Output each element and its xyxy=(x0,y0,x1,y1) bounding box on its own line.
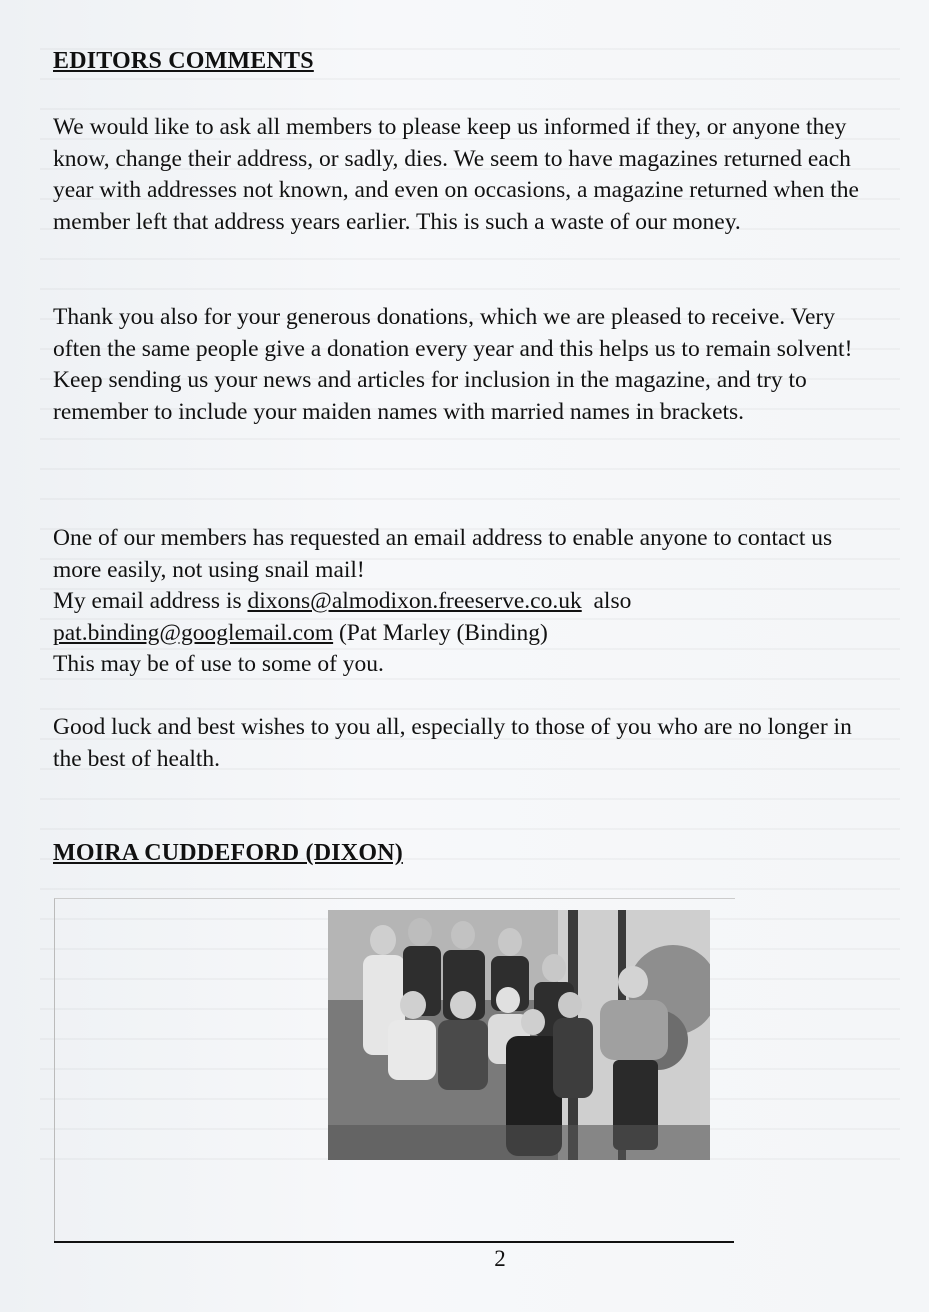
paragraph-good-luck xyxy=(53,712,883,775)
group-photo-illustration xyxy=(328,910,710,1160)
moira-cuddeford-heading: MOIRA CUDDEFORD (DIXON) xyxy=(53,840,403,866)
page-number: 2 xyxy=(494,1246,506,1271)
email-also: also xyxy=(581,588,632,614)
paragraph-address-text: We would like to ask all members to please keep us informed if they, or anyone they know, change their address, or sadly, dies. We seem to have magazines returned each year with addresses not known, and even on occasions, a magazine returned when the member left that address years earlier. This is such a waste of our money. xyxy=(53,114,859,235)
email-prefix: My email address is xyxy=(53,588,248,614)
news-articles-text: Keep sending us your news and articles for inclusion in the magazine, and try to remember to include your maiden names with married names in brackets. xyxy=(53,367,807,425)
editors-comments-heading: EDITORS COMMENTS xyxy=(53,48,314,74)
donations-text: Thank you also for your generous donations, which we are pleased to receive. Very often the same people give a donation every year and this helps us to remain solvent! xyxy=(53,304,853,362)
group-photo xyxy=(328,910,710,1160)
footer-rule xyxy=(54,1241,734,1243)
paragraph-email xyxy=(53,523,883,681)
email-link-pat-binding[interactable]: pat.binding@googlemail.com xyxy=(53,619,334,646)
email-link-dixons[interactable]: dixons@almodixon.freeserve.co.uk xyxy=(247,588,582,614)
paragraph-address-notice xyxy=(53,112,883,238)
good-luck-text: Good luck and best wishes to you all, especially to those of you who are no longer in the best of health. xyxy=(53,714,852,772)
email-request-text: One of our members has requested an email address to enable anyone to contact us more easily, not using snail mail! xyxy=(53,525,833,583)
email-pat-name: (Pat Marley (Binding) xyxy=(333,619,548,646)
email-line-2 xyxy=(53,618,883,650)
email-line xyxy=(53,586,883,618)
email-use-text: This may be of use to some of you. xyxy=(53,651,384,677)
paragraph-donations xyxy=(53,302,883,428)
